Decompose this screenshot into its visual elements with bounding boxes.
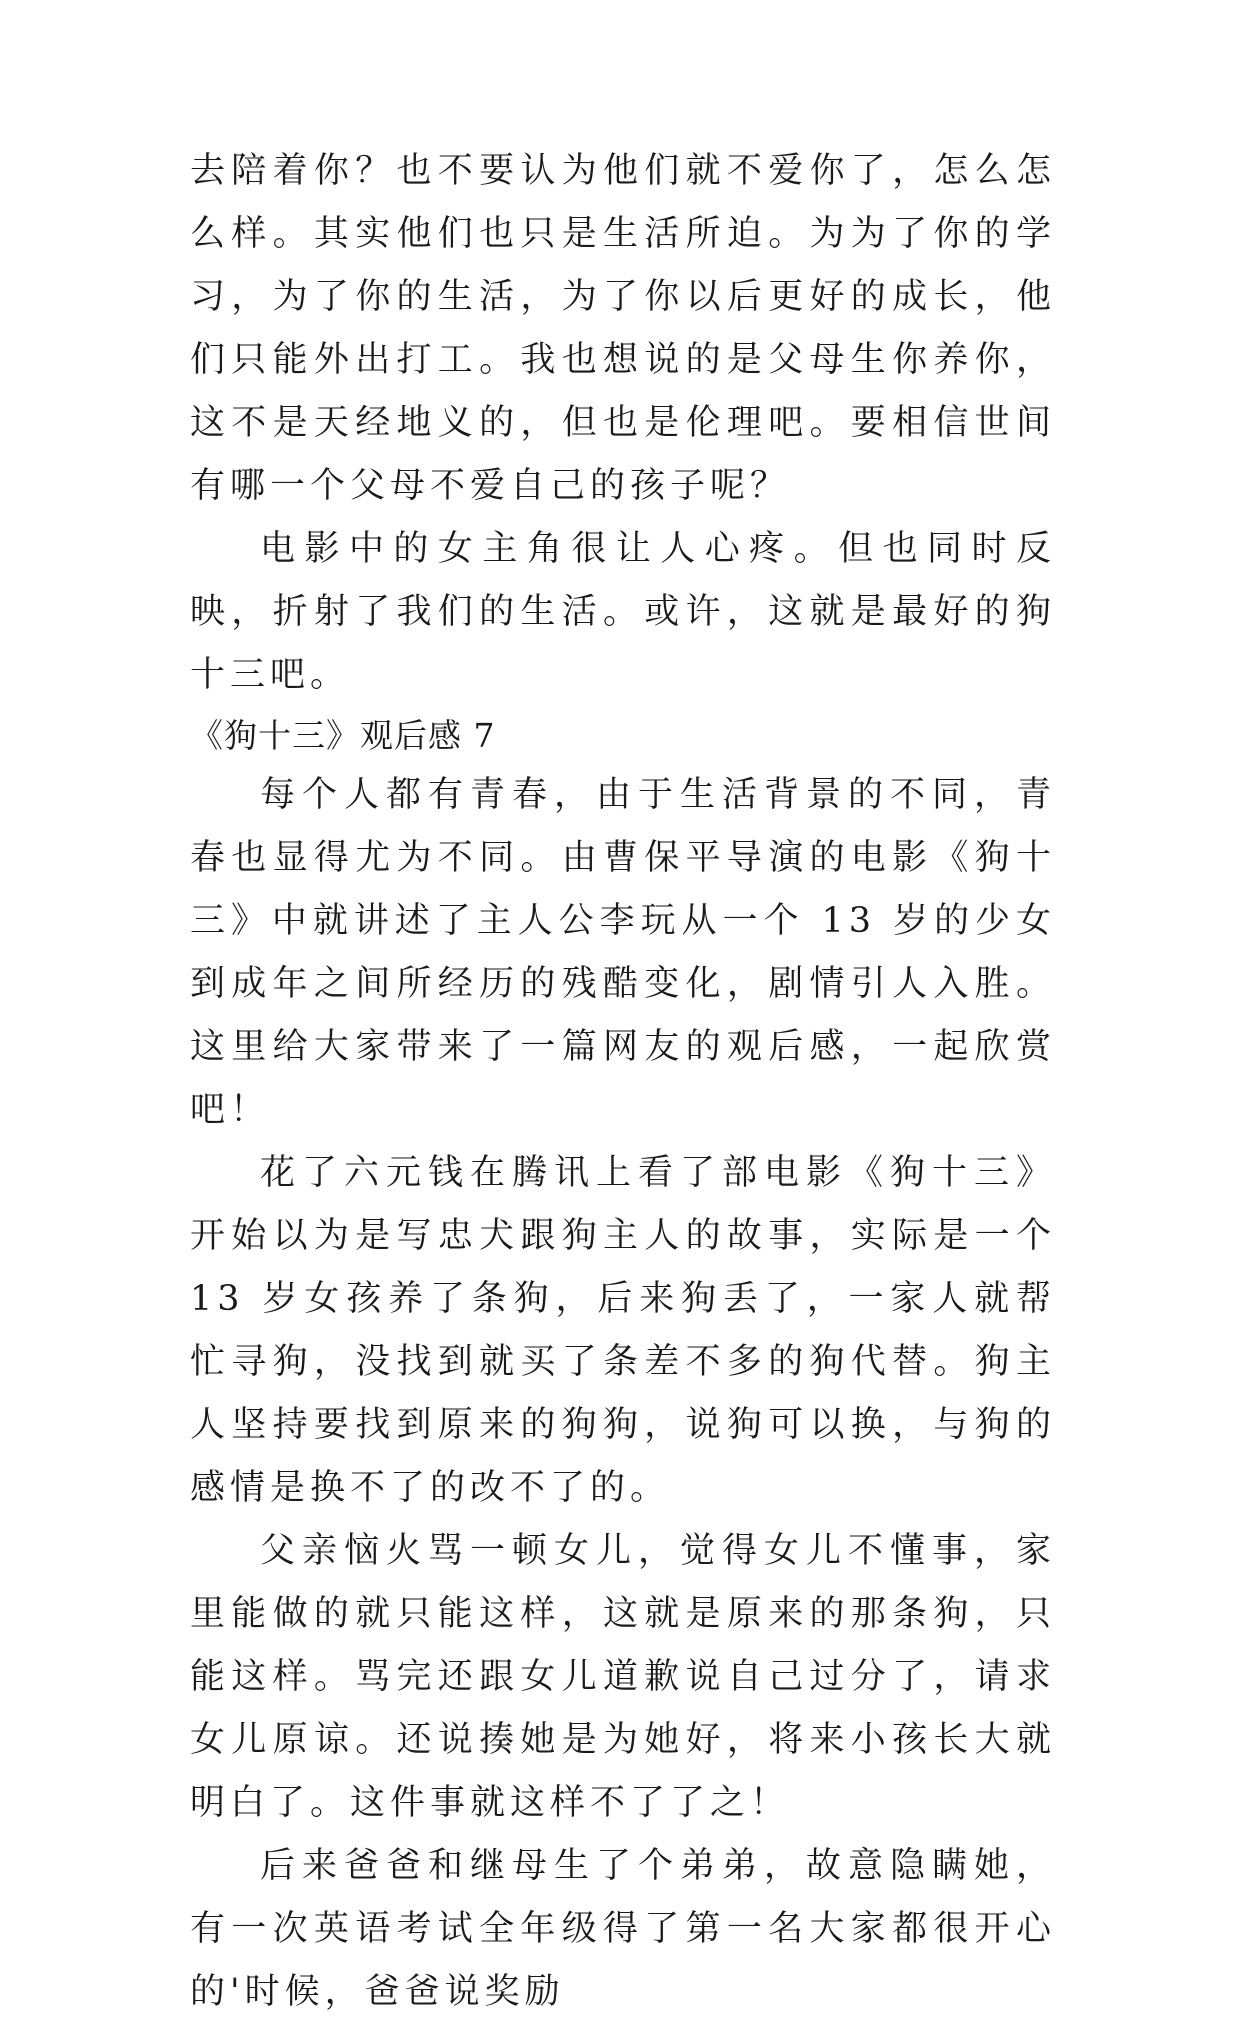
paragraph: 去陪着你？也不要认为他们就不爱你了，怎么怎么样。其实他们也只是生活所迫。为为了你的学习，为了你的生活，为了你以后更好的成长，他们只能外出打工。我也想说的是父母生你养你，这不是天经地义的，但也是伦理吧。要相信世间有哪一个父母不爱自己的孩子呢？ bbox=[190, 151, 1056, 506]
paragraph: 父亲恼火骂一顿女儿，觉得女儿不懂事，家里能做的就只能这样，这就是原来的那条狗，只能这样。骂完还跟女儿道歉说自己过分了，请求女儿原谅。还说揍她是为她好，将来小孩长大就明白了。这件事就这样不了了之！ bbox=[190, 1531, 1056, 1823]
paragraph: 后来爸爸和继母生了个弟弟，故意隐瞒她，有一次英语考试全年级得了第一名大家都很开心的'时候，爸爸说奖励 bbox=[190, 1846, 1056, 2012]
document-body bbox=[190, 140, 1056, 2024]
paragraph: 电影中的女主角很让人心疼。但也同时反映，折射了我们的生活。或许，这就是最好的狗十三吧。 bbox=[190, 529, 1056, 695]
paragraph: 花了六元钱在腾讯上看了部电影《狗十三》开始以为是写忠犬跟狗主人的故事，实际是一个 13 岁女孩养了条狗，后来狗丢了，一家人就帮忙寻狗，没找到就买了条差不多的狗代替。狗主人坚持要找到原来的狗狗，说狗可以换，与狗的感情是换不了的改不了的。 bbox=[190, 1153, 1056, 1508]
paragraph: 每个人都有青春，由于生活背景的不同，青春也显得尤为不同。由曹保平导演的电影《狗十三》中就讲述了主人公李玩从一个 13 岁的少女到成年之间所经历的残酷变化，剧情引人入胜。这里给大家带来了一篇网友的观后感，一起欣赏吧！ bbox=[190, 775, 1056, 1130]
section-heading: 《狗十三》观后感 7 bbox=[190, 716, 496, 755]
